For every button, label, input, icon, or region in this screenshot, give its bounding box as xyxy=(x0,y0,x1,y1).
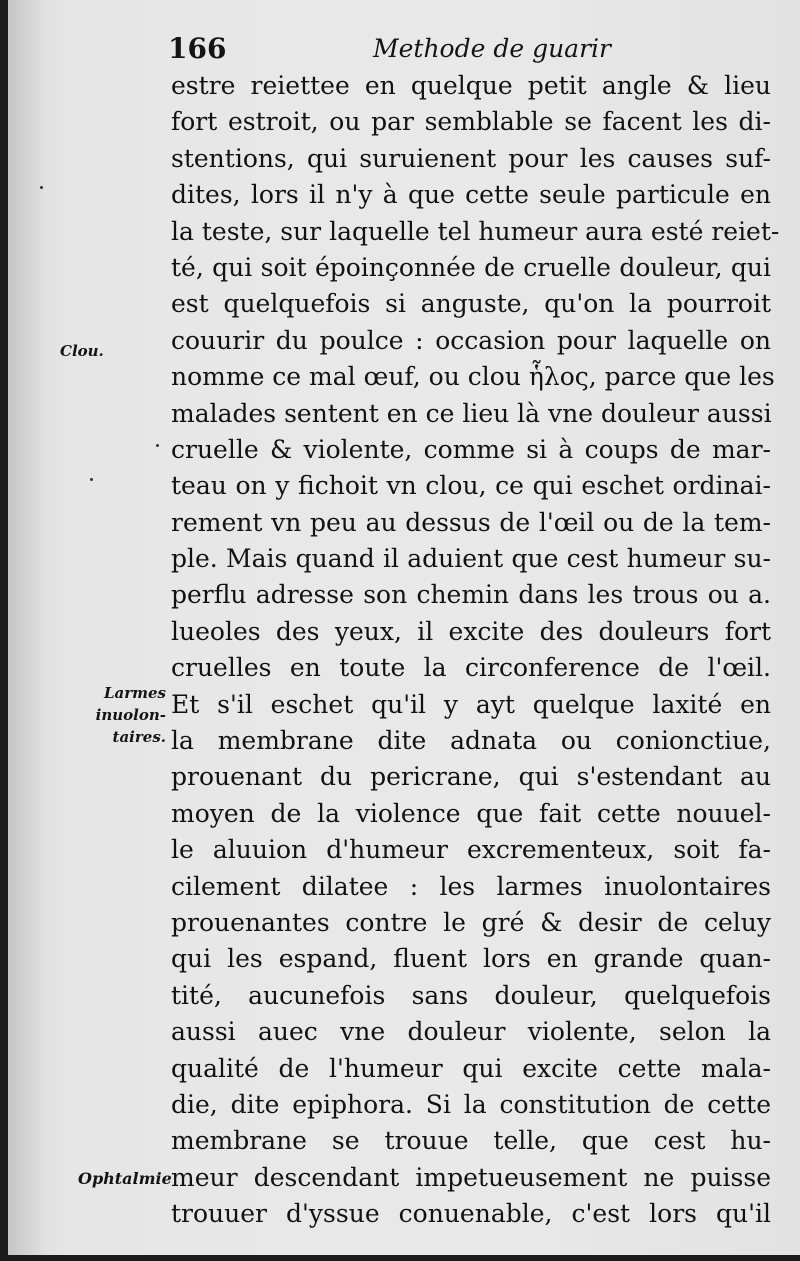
text-line: teau on y fichoit vn clou, ce qui eschet ordinai- xyxy=(171,471,771,501)
text-line: malades sentent en ce lieu là vne douleur aussi xyxy=(171,398,772,428)
text-line: estre reiettee en quelque petit angle & lieu xyxy=(171,71,771,100)
text-line: meur descendant impetueusement ne puisse xyxy=(171,1162,771,1192)
text-line: ple. Mais quand il aduient que cest humeur su- xyxy=(171,544,771,574)
text-line: nomme ce mal œuf, ou clou ἧλος, parce que les xyxy=(171,362,775,392)
text-line: stentions, qui suruienent pour les causes suf- xyxy=(171,143,771,173)
ink-speck xyxy=(40,186,43,189)
text-line: tité, aucunefois sans douleur, quelquefois xyxy=(171,980,771,1010)
ink-speck xyxy=(156,444,159,447)
text-line: aussi auec vne douleur violente, selon la xyxy=(171,1017,771,1047)
margin-note-line: taires. xyxy=(112,728,166,746)
text-line: la teste, sur laquelle tel humeur aura esté reiet- xyxy=(171,216,780,246)
text-line: cilement dilatee : les larmes inuolontaires xyxy=(171,871,771,901)
text-line: prouenant du pericrane, qui s'estendant au xyxy=(171,762,771,792)
text-line: rement vn peu au dessus de l'œil ou de la tem- xyxy=(171,507,771,537)
text-line: moyen de la violence que fait cette nouuel- xyxy=(171,798,771,828)
text-line: couurir du poulce : occasion pour laquelle on xyxy=(171,325,771,355)
text-line: le aluuion d'humeur excrementeux, soit fa- xyxy=(171,835,771,865)
page-number: 166 xyxy=(168,32,227,65)
text-line: cruelles en toute la circonference de l'œil. xyxy=(171,653,771,683)
text-line: trouuer d'yssue conuenable, c'est lors qu'il xyxy=(171,1199,771,1229)
text-line: Et s'il eschet qu'il y ayt quelque laxité en xyxy=(171,689,771,719)
text-line: die, dite epiphora. Si la constitution de cette xyxy=(171,1089,771,1119)
book-page xyxy=(8,0,800,1255)
text-line: qualité de l'humeur qui excite cette mala- xyxy=(171,1053,771,1083)
running-head: Methode de guarir xyxy=(373,34,611,63)
body-text xyxy=(171,68,780,1233)
text-line: qui les espand, fluent lors en grande quan- xyxy=(171,944,771,974)
text-line: cruelle & violente, comme si à coups de mar- xyxy=(171,434,771,464)
margin-note-line: Larmes xyxy=(103,684,166,702)
text-line: té, qui soit époinçonnée de cruelle douleur, qui xyxy=(171,252,771,282)
margin-note-clou: Clou. xyxy=(60,342,104,360)
margin-note-larmes xyxy=(78,682,166,748)
margin-note-ophtalmie: Ophtalmie xyxy=(78,1169,172,1188)
text-line: perflu adresse son chemin dans les trous ou a. xyxy=(171,580,771,610)
ink-speck xyxy=(90,478,93,481)
text-line: fort estroit, ou par semblable se facent les di- xyxy=(171,107,771,137)
page-header xyxy=(168,28,668,68)
text-line: prouenantes contre le gré & desir de celuy xyxy=(171,907,771,937)
text-line: est quelquefois si anguste, qu'on la pourroit xyxy=(171,289,771,319)
margin-note-line: inuolon- xyxy=(95,706,166,724)
text-line: la membrane dite adnata ou conionctiue, xyxy=(171,726,771,756)
text-line: dites, lors il n'y à que cette seule particule en xyxy=(171,180,771,210)
text-line: lueoles des yeux, il excite des douleurs fort xyxy=(171,616,771,646)
text-line: membrane se trouue telle, que cest hu- xyxy=(171,1126,771,1156)
